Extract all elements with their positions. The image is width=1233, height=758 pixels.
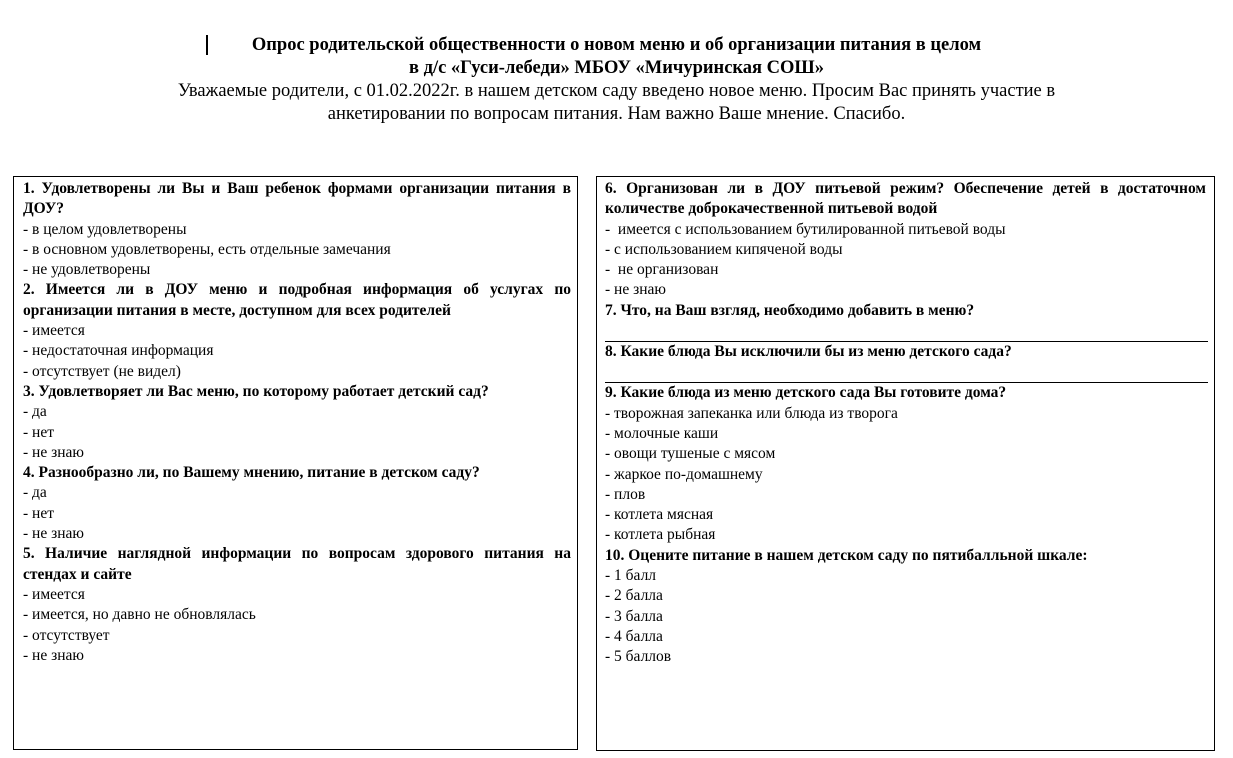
question-5-option: - имеется <box>23 585 85 603</box>
question-9-option: - котлета мясная <box>605 506 714 524</box>
question-1-option: - в целом удовлетворены <box>23 220 187 238</box>
question-4-option: - да <box>23 484 47 502</box>
question-2-option: - отсутствует (не видел) <box>23 362 181 380</box>
question-4: 4. Разнообразно ли, по Вашему мнению, питание в детском саду? <box>23 464 480 482</box>
question-4-option: - нет <box>23 504 54 522</box>
question-1: 1. Удовлетворены ли Вы и Ваш ребенок формами организации питания в ДОУ? <box>23 180 571 218</box>
intro-line-1: Уважаемые родители, с 01.02.2022г. в нашем детском саду введено новое меню. Просим Вас принять участие в <box>177 81 1056 101</box>
question-2: 2. Имеется ли в ДОУ меню и подробная информация об услугах по организации питания в месте, доступном для всех родителей <box>23 281 571 319</box>
left-questions-box <box>13 176 578 750</box>
survey-header <box>0 34 1233 126</box>
right-questions-box <box>596 176 1215 751</box>
question-2-option: - недостаточная информация <box>23 342 214 360</box>
question-10: 10. Оцените питание в нашем детском саду по пятибалльной шкале: <box>605 546 1088 564</box>
survey-title-line-1: Опрос родительской общественности о новом меню и об организации питания в целом <box>251 35 982 55</box>
question-3: 3. Удовлетворяет ли Вас меню, по которому работает детский сад? <box>23 382 489 400</box>
question-9-option: - творожная запеканка или блюда из творога <box>605 404 898 422</box>
question-1-option: - в основном удовлетворены, есть отдельные замечания <box>23 240 391 258</box>
intro-line-2: анкетировании по вопросам питания. Нам важно Ваше мнение. Спасибо. <box>327 104 906 124</box>
question-6: 6. Организован ли в ДОУ питьевой режим? Обеспечение детей в достаточном количестве доброкачественной питьевой водой <box>605 180 1206 218</box>
question-10-option: - 3 балла <box>605 607 663 625</box>
question-2-option: - имеется <box>23 322 85 340</box>
question-3-option: - нет <box>23 423 54 441</box>
question-9-option: - котлета рыбная <box>605 526 716 544</box>
question-10-option: - 5 баллов <box>605 648 672 666</box>
question-3-option: - да <box>23 403 47 421</box>
question-1-option: - не удовлетворены <box>23 261 151 279</box>
question-5: 5. Наличие наглядной информации по вопросам здорового питания на стендах и сайте <box>23 545 571 583</box>
question-6-option: - не организован <box>605 261 719 279</box>
survey-title-line-2: в д/с «Гуси-лебеди» МБОУ «Мичуринская СОШ» <box>408 58 824 78</box>
question-7: 7. Что, на Ваш взгляд, необходимо добавить в меню? <box>605 301 975 319</box>
answer-line-7[interactable] <box>605 321 1208 342</box>
question-8: 8. Какие блюда Вы исключили бы из меню детского сада? <box>605 343 1012 361</box>
question-9-option: - плов <box>605 485 646 503</box>
question-5-option: - имеется, но давно не обновлялась <box>23 606 256 624</box>
question-4-option: - не знаю <box>23 525 84 543</box>
question-10-option: - 4 балла <box>605 627 663 645</box>
question-6-option: - с использованием кипяченой воды <box>605 240 843 258</box>
question-5-option: - не знаю <box>23 646 84 664</box>
answer-line-8[interactable] <box>605 362 1208 383</box>
question-9-option: - молочные каши <box>605 424 719 442</box>
question-6-option: - не знаю <box>605 281 666 299</box>
question-9-option: - жаркое по-домашнему <box>605 465 763 483</box>
text-cursor <box>206 35 208 55</box>
question-5-option: - отсутствует <box>23 626 110 644</box>
question-9: 9. Какие блюда из меню детского сада Вы готовите дома? <box>605 384 1007 402</box>
question-10-option: - 1 балл <box>605 567 657 585</box>
question-3-option: - не знаю <box>23 443 84 461</box>
question-9-option: - овощи тушеные с мясом <box>605 445 776 463</box>
question-10-option: - 2 балла <box>605 587 663 605</box>
question-6-option: - имеется с использованием бутилированной питьевой воды <box>605 220 1006 238</box>
